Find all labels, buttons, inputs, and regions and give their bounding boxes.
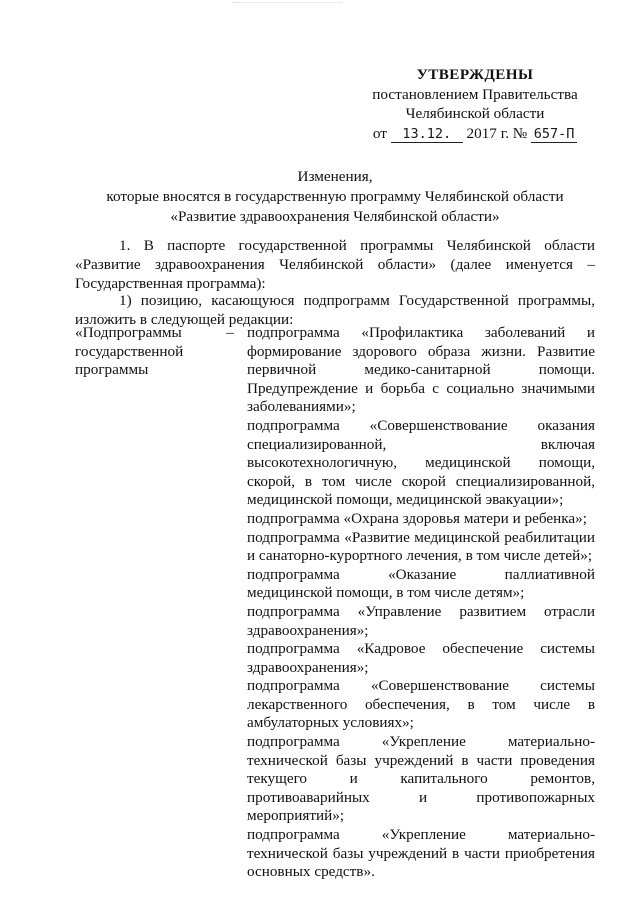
title-line-3: «Развитие здравоохранения Челябинской области» [170,208,500,225]
list-item: подпрограмма «Кадровое обеспечение системы здравоохранения»; [247,640,595,676]
paragraph-2: 1) позицию, касающуюся подпрограмм Государственной программы, изложить в следующей редакции: [75,292,595,328]
year-text: 2017 г. № [466,124,528,142]
approval-line-2: Челябинской области [405,105,545,122]
list-item: подпрограмма «Оказание паллиативной медицинской помощи, в том числе детям»; [247,565,595,602]
list-item: подпрограмма «Развитие медицинской реабилитации и санаторно-курортного лечения, в том числе детей»; [247,528,595,565]
list-item: подпрограмма «Профилактика заболеваний и формирование здорового образа жизни. Развитие первичной медико-санитарной помощи. Предупреждение и борьба с социально значимыми заболеваниями»; [247,324,595,416]
list-item: подпрограмма «Совершенствование системы лекарственного обеспечения, в том числе в амбулаторных условиях»; [247,677,595,732]
approval-block [360,65,590,143]
scan-artifact [232,2,342,6]
title-line-1: Изменения, [297,168,373,185]
document-title [75,167,595,227]
table-dash: – [226,324,234,341]
list-item: подпрограмма «Охрана здоровья матери и ребенка»; [247,509,587,527]
title-line-2: которые вносятся в государственную программу Челябинской области [106,188,564,205]
table-right-column [247,324,595,882]
list-item: подпрограмма «Укрепление материально-технической базы учреждений в части приобретения основных средств». [247,826,595,881]
approval-line-1: постановлением Правительства [372,85,578,103]
approval-heading: УТВЕРЖДЕНЫ [416,66,534,83]
list-item: подпрограмма «Совершенствование оказания специализированной, включая высокотехнологичную, медицинской помощи, скорой, в том числе скорой специализированной, медицинской помощи, медицинской эвакуации»; [247,416,595,509]
handwritten-number: 657-П [531,127,577,143]
list-item: подпрограмма «Укрепление материально-технической базы учреждений в части проведения текущего и капитального ремонтов, противоаварийных и противопожарных мероприятий»; [247,733,595,825]
date-prefix: от [372,124,387,142]
paragraph-1: 1. В паспорте государственной программы Челябинской области «Развитие здравоохранения Челябинской области» (далее именуется – Государственная программа): [75,237,595,292]
approval-date-line [360,124,590,144]
table-left-label: «Подпрограммы государственной программы [75,324,184,379]
handwritten-date: 13.12. [391,127,463,143]
list-item: подпрограмма «Управление развитием отрасли здравоохранения»; [247,602,595,639]
